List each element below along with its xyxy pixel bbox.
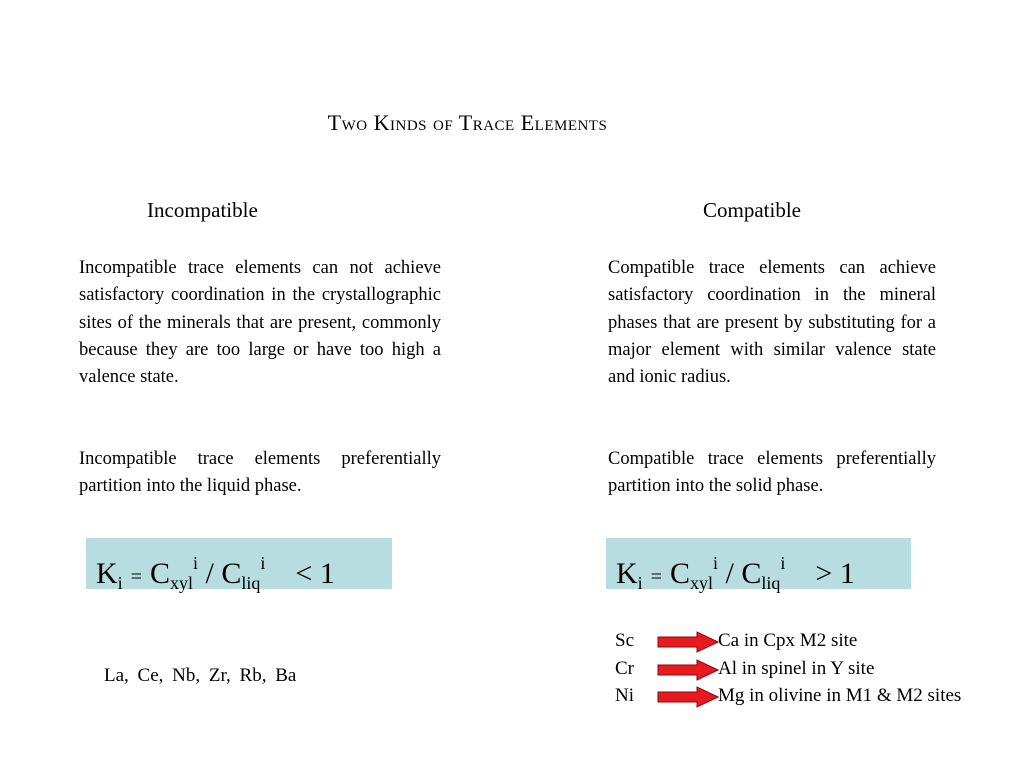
eq-c-xyl: C xyxy=(149,557,170,590)
incompatible-description: Incompatible trace elements can not achieve satisfactory coordination in the crystallographic sites of the minerals that are present, commonly because they are too large or have too high a valence state. xyxy=(79,258,441,388)
eq-c-xyl-sup: i xyxy=(713,553,719,573)
substituting-element: Sc xyxy=(615,630,634,651)
eq-equals: = xyxy=(130,566,142,588)
eq-k: K xyxy=(96,557,118,590)
substituted-site: Mg in olivine in M1 & M2 sites xyxy=(718,685,962,706)
incompatible-heading: Incompatible xyxy=(147,198,258,222)
eq-c-liq-sup: i xyxy=(260,553,266,573)
eq-slash: / xyxy=(205,557,214,590)
eq-k-sub: i xyxy=(117,573,123,593)
eq-c-xyl-sub: xyl xyxy=(689,573,713,593)
eq-c-xyl: C xyxy=(669,557,690,590)
substituted-site: Ca in Cpx M2 site xyxy=(718,630,858,651)
red-right-arrow-icon xyxy=(657,631,719,653)
substituted-site: Al in spinel in Y site xyxy=(718,657,875,679)
red-right-arrow-icon xyxy=(657,659,719,681)
compatible-description: Compatible trace elements can achieve satisfactory coordination in the mineral phases that are present by substituting for a major element with similar valence state and ionic radius. xyxy=(608,258,936,388)
substituting-element: Cr xyxy=(615,657,634,679)
substitution-row xyxy=(615,685,1024,713)
slide-title: Two Kinds of Trace Elements xyxy=(327,110,608,135)
eq-c-xyl-sub: xyl xyxy=(169,573,193,593)
compatible-heading: Compatible xyxy=(703,198,801,222)
eq-equals: = xyxy=(650,566,662,588)
substituting-element: Ni xyxy=(615,685,634,706)
incompatible-partition-note: Incompatible trace elements preferentially partition into the liquid phase. xyxy=(79,449,441,497)
substitution-row xyxy=(615,630,1024,658)
eq-relation: > 1 xyxy=(815,557,855,590)
incompatible-equation-box xyxy=(86,538,392,593)
eq-relation: < 1 xyxy=(295,557,335,590)
eq-c-liq: C xyxy=(221,557,242,590)
compatible-partition-note: Compatible trace elements preferentially partition into the solid phase. xyxy=(608,449,936,497)
substitution-list xyxy=(615,630,1024,713)
red-right-arrow-icon xyxy=(657,686,719,708)
eq-c-xyl-sup: i xyxy=(193,553,199,573)
eq-k: K xyxy=(616,557,638,590)
eq-c-liq: C xyxy=(741,557,762,590)
eq-slash: / xyxy=(725,557,734,590)
eq-c-liq-sub: liq xyxy=(761,573,781,593)
substitution-row xyxy=(615,658,1024,686)
eq-k-sub: i xyxy=(637,573,643,593)
eq-c-liq-sub: liq xyxy=(241,573,261,593)
compatible-equation-box xyxy=(606,538,911,593)
incompatible-element-list: La, Ce, Nb, Zr, Rb, Ba xyxy=(104,665,297,686)
eq-c-liq-sup: i xyxy=(780,553,786,573)
